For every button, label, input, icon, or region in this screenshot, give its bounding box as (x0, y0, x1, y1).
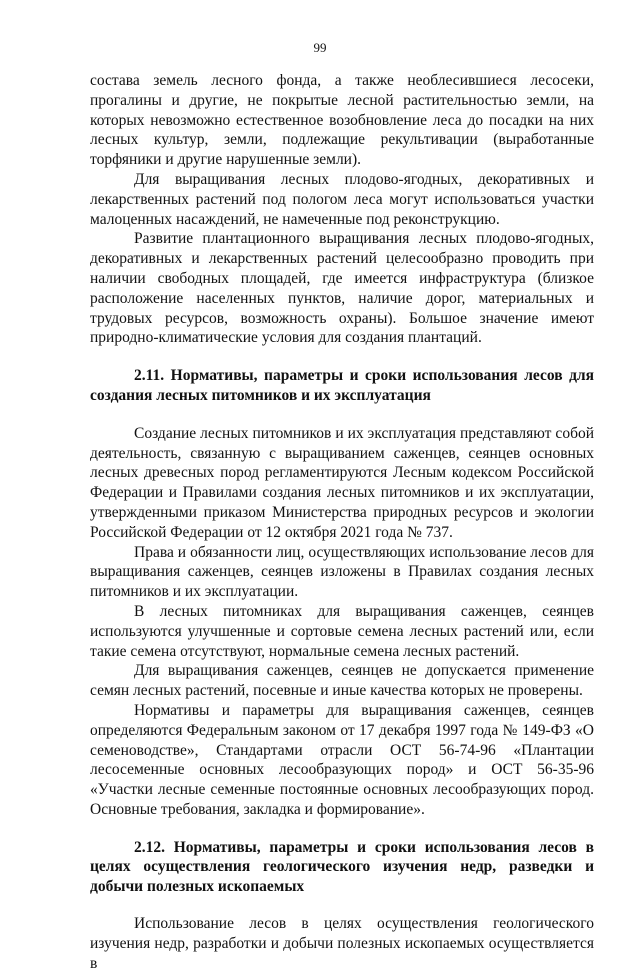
paragraph: Нормативы и параметры для выращивания саженцев, сеянцев определяются Федеральным законом от 17 декабря 1997 года № 149-ФЗ «О семеноводстве», Стандартами отрасли ОСТ 56-74-96 «Плантации лесосеменные основных лесообразующих пород» и ОСТ 56-35-96 «Участки лесные семенные постоянные основных лесообразующих пород. Основные требования, закладка и формирование». (90, 701, 594, 818)
paragraph: В лесных питомниках для выращивания саженцев, сеянцев используются улучшенные и сортовые семена лесных растений или, если такие семена отсутствуют, нормальные семена лесных растений. (90, 602, 594, 660)
paragraph: Создание лесных питомников и их эксплуатация представляют собой деятельность, связанную с выращиванием саженцев, сеянцев основных лесных древесных пород регламентируются Лесным кодексом Российской Федерации и Правилами создания лесных питомников и их эксплуатации, утвержденными приказом Министерства природных ресурсов и экологии Российской Федерации от 12 октября 2021 года № 737. (90, 424, 594, 541)
paragraph-continuation: состава земель лесного фонда, а также необлесившиеся лесосеки, прогалины и другие, не покрытые лесной растительностью земли, на которых невозможно естественное возобновление леса до посадки на них лесных культур, земли, подлежащие рекультивации (выработанные торфяники и другие нарушенные земли). (90, 72, 594, 169)
section-heading-2-11: 2.11. Нормативы, параметры и сроки использования лесов для создания лесных питомников и их эксплуатация (90, 367, 594, 404)
page-number: 99 (313, 40, 327, 55)
paragraph: Права и обязанности лиц, осуществляющих использование лесов для выращивания саженцев, сеянцев изложены в Правилах создания лесных питомников и их эксплуатации. (90, 543, 594, 601)
paragraph: Развитие плантационного выращивания лесных плодово-ягодных, декоративных и лекарственных растений целесообразно проводить при наличии свободных площадей, где имеется инфраструктура (близкое расположение населенных пунктов, наличие дорог, материальных и трудовых ресурсов, возможность охраны). Большое значение имеют природно-климатические условия для создания плантаций. (90, 230, 594, 347)
page-content (90, 71, 594, 973)
section-heading-2-12: 2.12. Нормативы, параметры и сроки использования лесов в целях осуществления геологического изучения недр, разведки и добычи полезных ископаемых (90, 838, 594, 896)
paragraph: Использование лесов в целях осуществления геологического изучения недр, разработки и добычи полезных ископаемых осуществляется в (90, 915, 594, 972)
paragraph: Для выращивания саженцев, сеянцев не допускается применение семян лесных растений, посевные и иные качества которых не проверены. (90, 662, 594, 700)
paragraph: Для выращивания лесных плодово-ягодных, декоративных и лекарственных растений под пологом леса могут использоваться участки малоценных насаждений, не намеченные под реконструкцию. (90, 170, 594, 228)
